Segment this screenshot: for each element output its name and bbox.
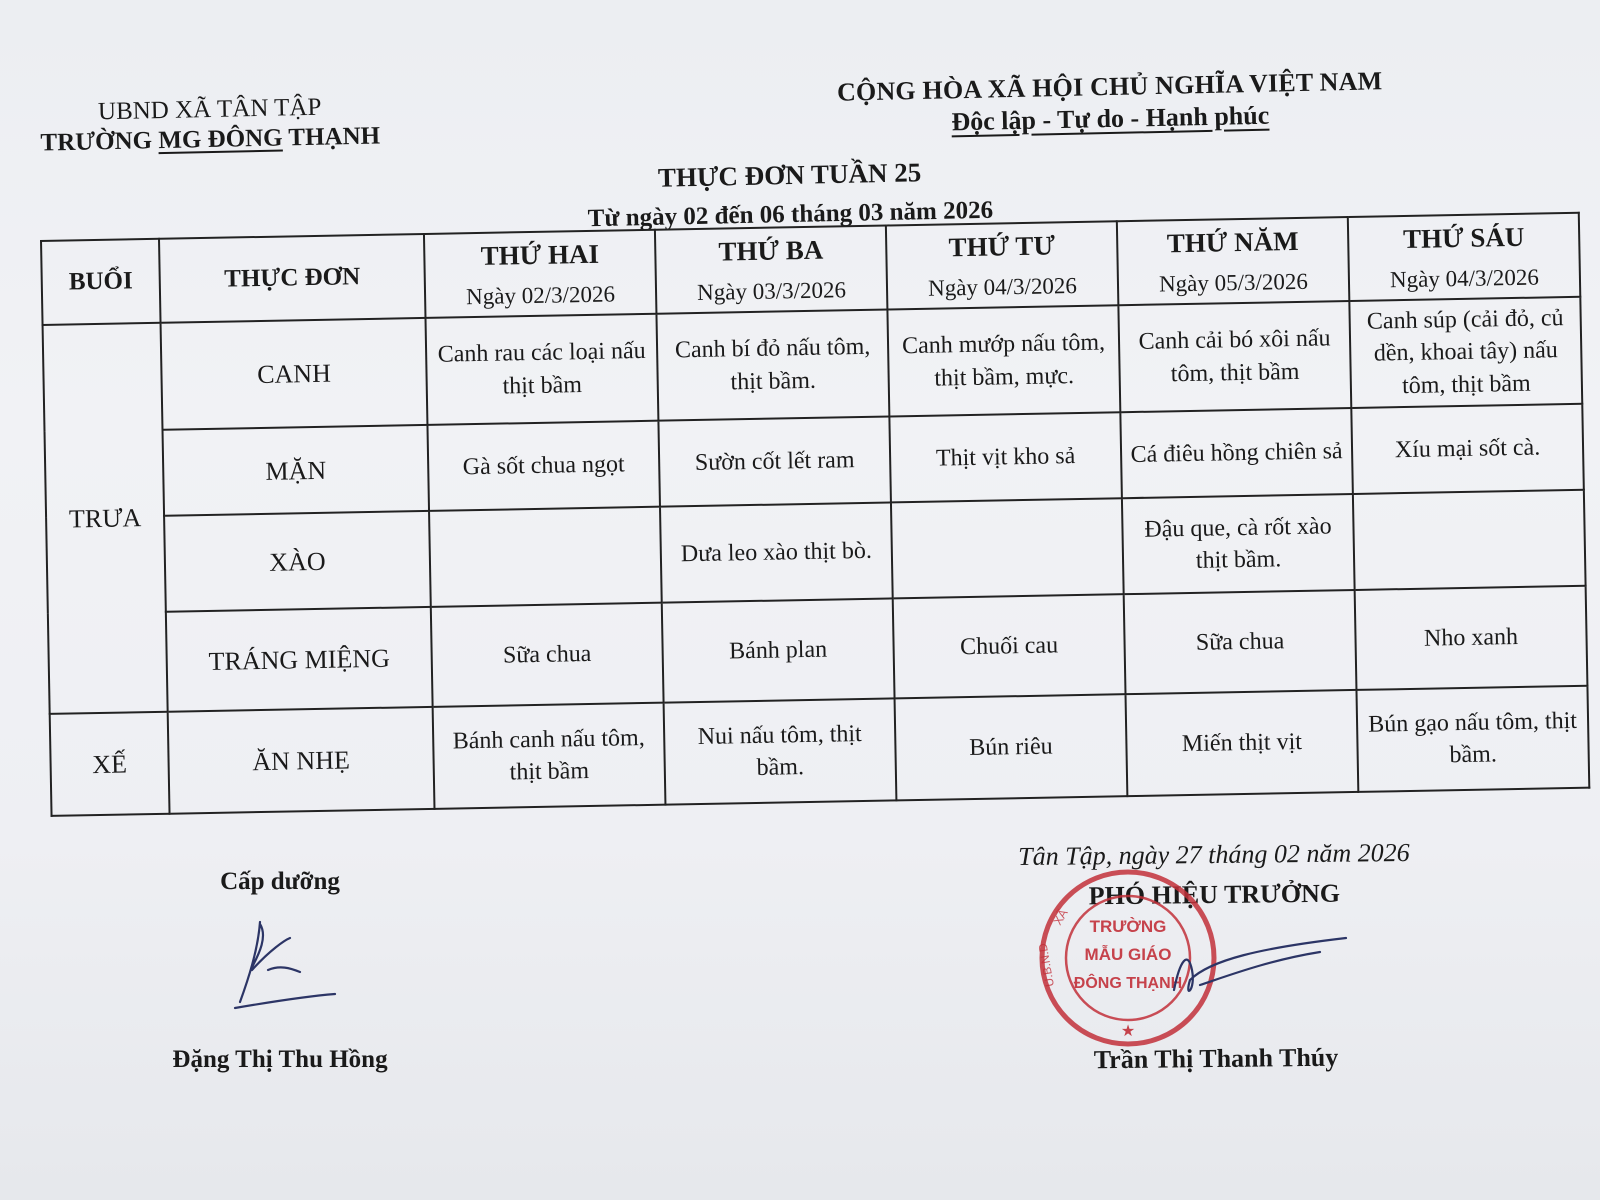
menu-cell: Xíu mại sốt cà. — [1351, 404, 1584, 494]
menu-cell — [1353, 490, 1586, 590]
day-date: Ngày 03/3/2026 — [696, 276, 847, 305]
menu-cell: Canh rau các loại nấu thịt bầm — [425, 314, 658, 425]
svg-text:MẪU GIÁO: MẪU GIÁO — [1084, 945, 1172, 964]
menu-cell: Canh bí đỏ nấu tôm, thịt bầm. — [656, 309, 889, 420]
header-day — [655, 225, 888, 313]
menu-cell: Đậu que, cà rốt xào thịt bầm. — [1122, 494, 1355, 594]
school-name — [40, 122, 381, 157]
menu-table — [40, 212, 1590, 817]
header-thuc-don: THỰC ĐƠN — [159, 234, 425, 323]
menu-cell: Bún gạo nấu tôm, thịt bầm. — [1356, 686, 1589, 792]
category-cell: TRÁNG MIỆNG — [166, 607, 433, 712]
category-cell: CANH — [161, 318, 428, 430]
menu-date-range: Từ ngày 02 đến 06 tháng 03 năm 2026 — [587, 196, 994, 233]
sign-date: Tân Tập, ngày 27 tháng 02 năm 2026 — [1018, 837, 1410, 872]
school-name-underlined: MG ĐÔNG — [158, 124, 283, 155]
category-cell: MẶN — [163, 425, 430, 516]
menu-cell: Thịt vịt kho sả — [889, 412, 1122, 502]
menu-cell — [429, 507, 662, 607]
day-name: THỨ HAI — [480, 239, 600, 272]
vice-principal-name: Trần Thị Thanh Thúy — [1093, 1042, 1339, 1075]
menu-cell: Sườn cốt lết ram — [658, 417, 891, 507]
header-right — [779, 65, 1440, 141]
day-date: Ngày 04/3/2026 — [1389, 264, 1540, 292]
day-date: Ngày 05/3/2026 — [1158, 268, 1309, 297]
header-day — [1348, 213, 1581, 301]
menu-cell: Sữa chua — [1124, 590, 1357, 694]
day-name: THỨ BA — [718, 234, 824, 267]
cook-name: Đặng Thị Thu Hồng — [172, 1046, 388, 1073]
school-name-pre: TRƯỜNG — [40, 127, 159, 157]
session-trua: TRƯA — [43, 323, 168, 714]
menu-cell: Canh cải bó xôi nấu tôm, thịt bầm — [1118, 301, 1351, 412]
svg-text:★: ★ — [1120, 1023, 1136, 1040]
category-cell: ĂN NHẸ — [168, 707, 435, 814]
svg-text:U.B.N.D: U.B.N.D — [1036, 942, 1057, 988]
category-cell: XÀO — [164, 511, 431, 612]
menu-cell: Bún riêu — [895, 694, 1128, 800]
menu-cell: Cá điêu hồng chiên sả — [1120, 408, 1353, 498]
header-left — [39, 92, 380, 157]
menu-cell: Sữa chua — [431, 603, 664, 707]
national-title: CỘNG HÒA XÃ HỘI CHỦ NGHĨA VIỆT NAM — [836, 66, 1383, 107]
authority-name: UBND XÃ TÂN TẬP — [97, 93, 322, 126]
day-name: THỨ TƯ — [948, 230, 1056, 263]
day-name: THỨ NĂM — [1166, 226, 1299, 259]
menu-cell — [891, 498, 1124, 598]
day-date: Ngày 04/3/2026 — [927, 272, 1078, 301]
menu-cell: Nho xanh — [1355, 586, 1588, 690]
menu-table-wrap — [40, 212, 1598, 817]
session-xe: XẾ — [50, 712, 170, 816]
header-buoi: BUỔI — [41, 239, 161, 325]
menu-cell: Chuối cau — [893, 594, 1126, 698]
cook-signature — [230, 910, 340, 1020]
svg-text:XÃ: XÃ — [1050, 906, 1071, 928]
school-name-post: THẠNH — [282, 122, 381, 152]
menu-title: THỰC ĐƠN TUẦN 25 — [657, 157, 922, 193]
svg-text:ĐÔNG THẠNH: ĐÔNG THẠNH — [1073, 975, 1183, 992]
header-day — [886, 221, 1119, 309]
svg-text:TRƯỜNG: TRƯỜNG — [1089, 917, 1167, 936]
day-date: Ngày 02/3/2026 — [465, 281, 616, 309]
menu-cell: Miến thịt vịt — [1126, 690, 1359, 796]
menu-cell: Canh súp (cải đỏ, củ dền, khoai tây) nấu tôm, thịt bầm — [1349, 297, 1582, 408]
national-motto: Độc lập - Tự do - Hạnh phúc — [951, 100, 1270, 137]
day-name: THỨ SÁU — [1402, 222, 1525, 255]
menu-cell: Bánh plan — [662, 599, 895, 703]
menu-cell: Bánh canh nấu tôm, thịt bầm — [433, 703, 666, 809]
menu-cell: Dưa leo xào thịt bò. — [660, 503, 893, 603]
menu-cell: Nui nấu tôm, thịt bầm. — [664, 699, 897, 805]
vice-principal-signature — [1170, 930, 1350, 1010]
menu-cell: Gà sốt chua ngọt — [427, 421, 660, 511]
cook-role: Cấp dưỡng — [220, 868, 340, 895]
header-day — [1117, 217, 1350, 305]
vice-principal-role: PHÓ HIỆU TRƯỞNG — [1088, 878, 1341, 911]
header-day — [424, 230, 657, 318]
menu-cell: Canh mướp nấu tôm, thịt bầm, mực. — [887, 305, 1120, 416]
